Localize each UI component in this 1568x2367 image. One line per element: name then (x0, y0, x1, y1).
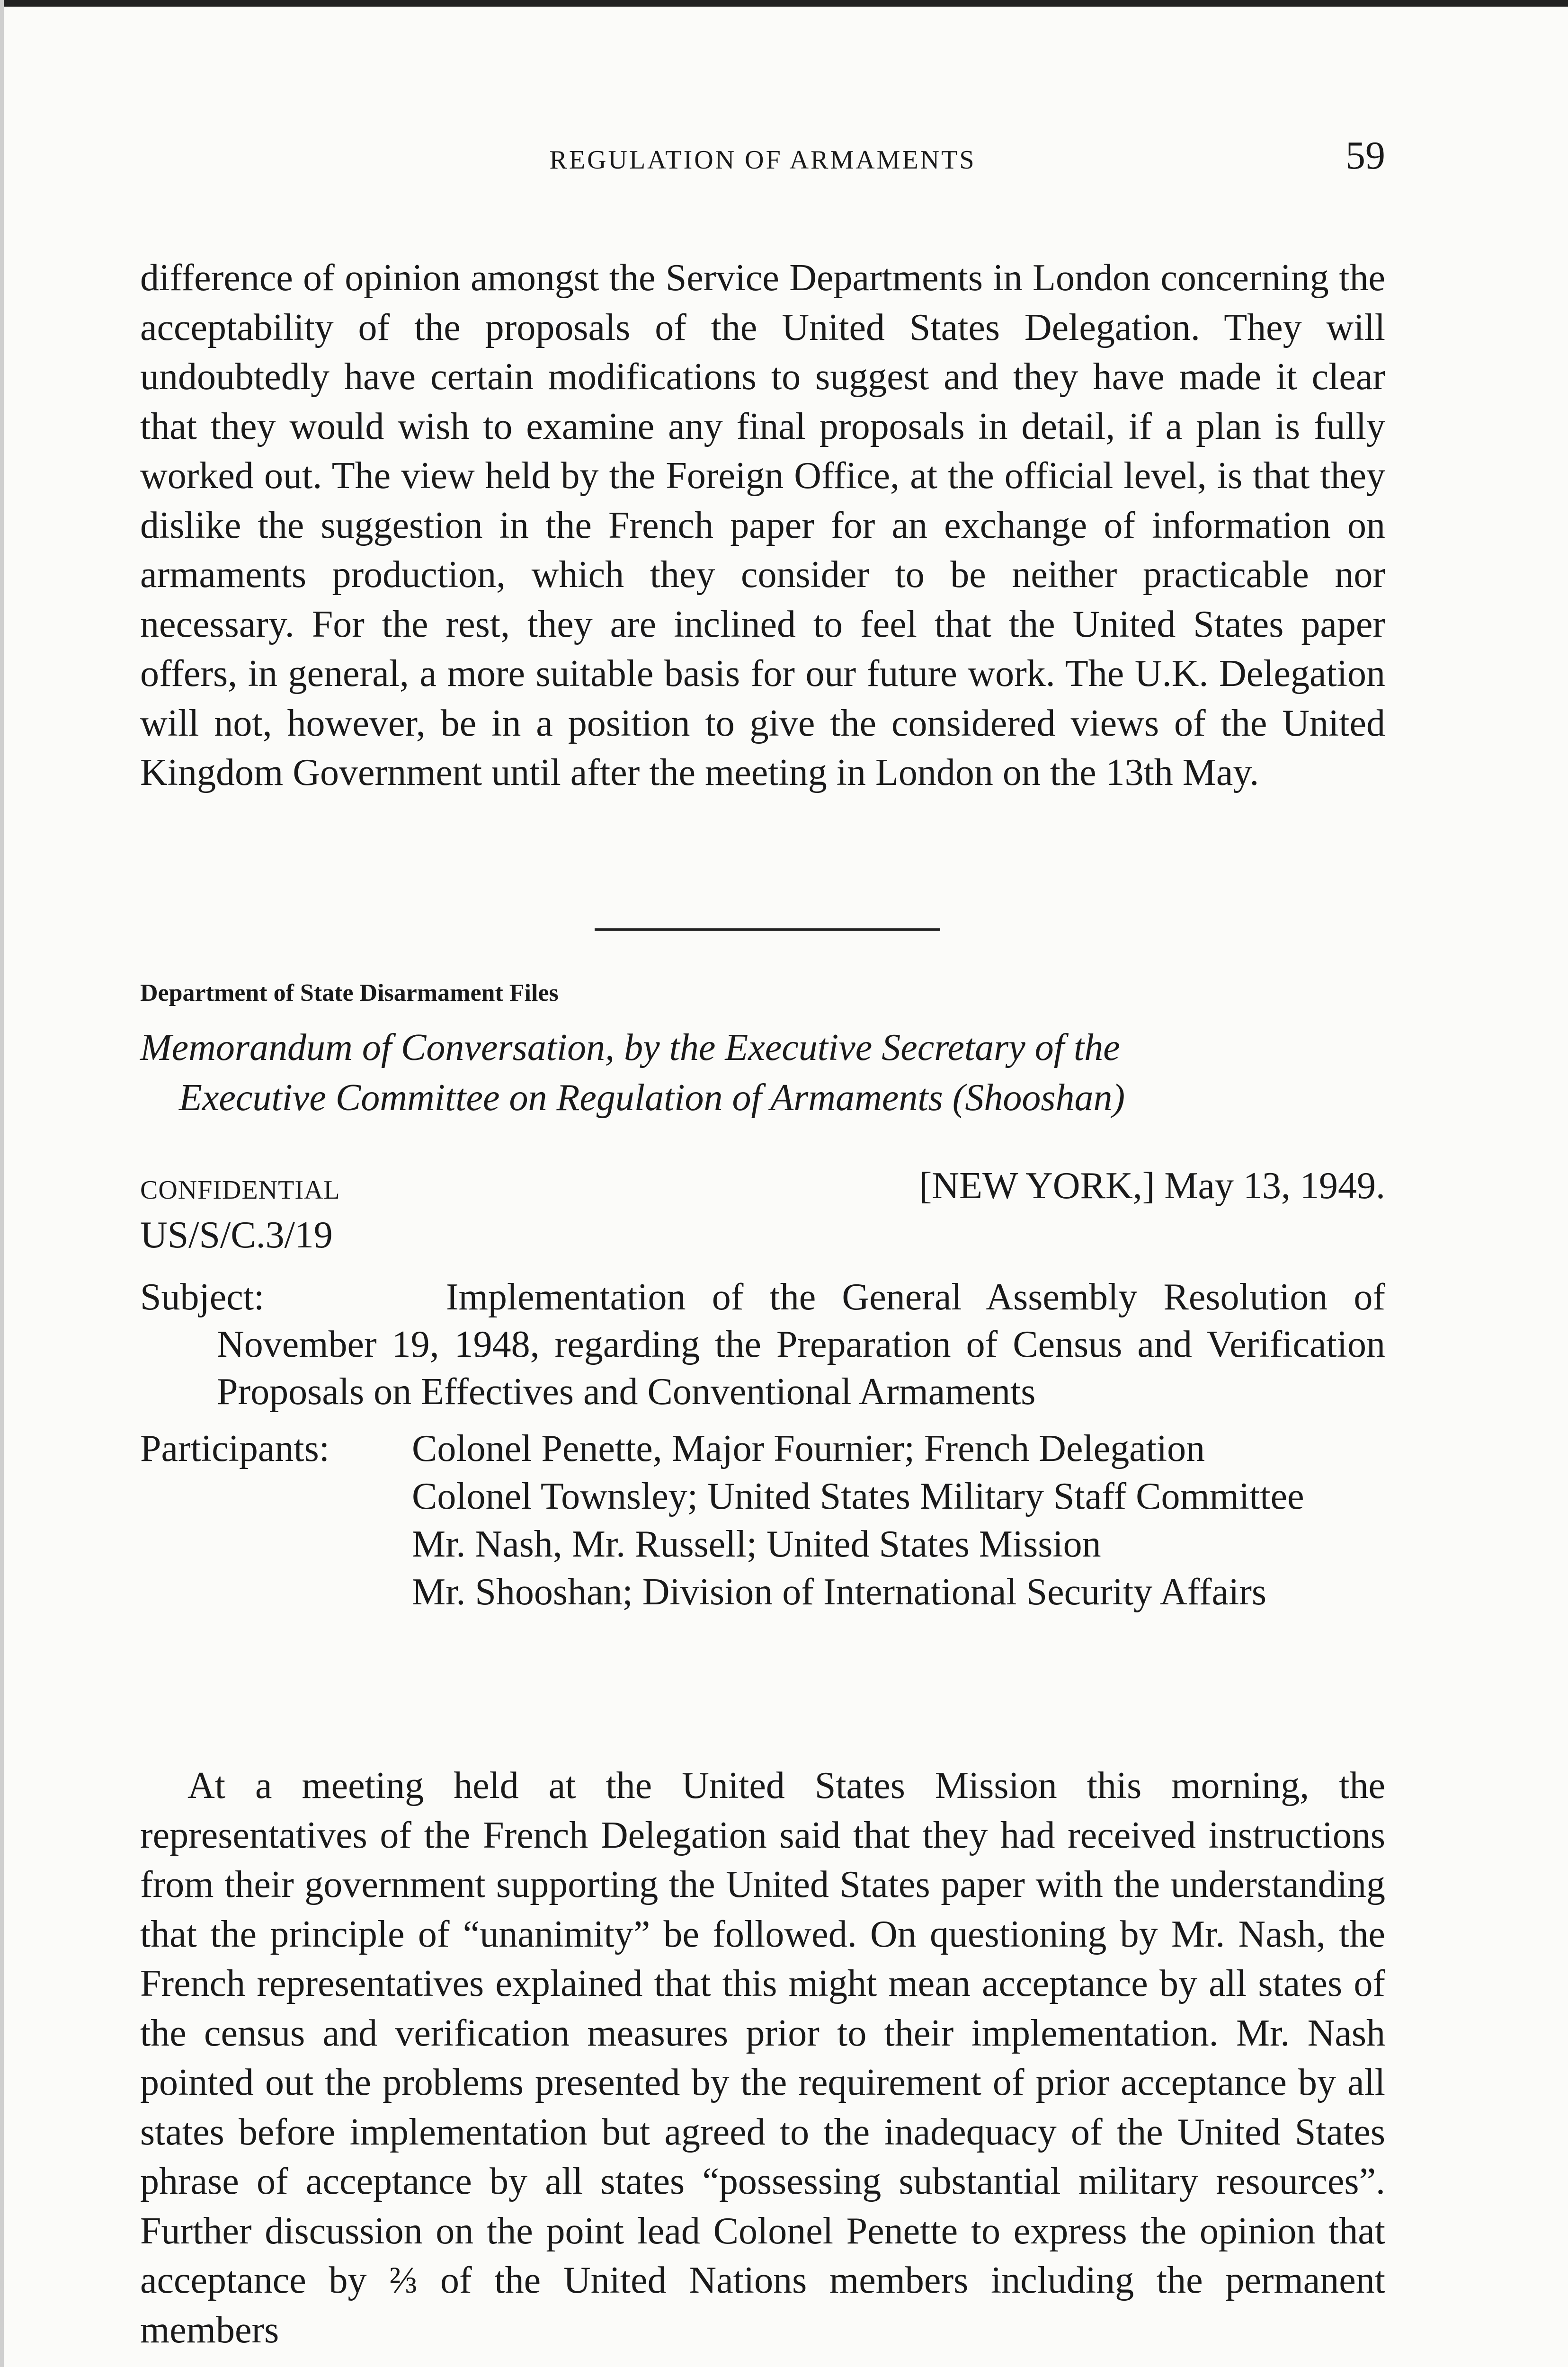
document-source: Department of State Disarmament Files (140, 979, 559, 1006)
memo-metadata (140, 1165, 1385, 1269)
classification-label: CONFIDENTIAL (140, 1175, 340, 1205)
subject-label: Subject: (140, 1276, 265, 1318)
participant-entry: Mr. Shooshan; Division of International Security Affairs (412, 1571, 1266, 1613)
scan-left-edge (0, 0, 4, 2367)
dateline: [NEW YORK,] May 13, 1949. (919, 1165, 1385, 1207)
participant-entry: Mr. Nash, Mr. Russell; United States Mission (412, 1523, 1101, 1565)
scan-top-edge (0, 0, 1568, 7)
participants-label: Participants: (140, 1428, 330, 1469)
participants-block (140, 1425, 1385, 1616)
subject-text: Implementation of the General Assembly Resolution of November 19, 1948, regarding the Preparation of Census and Verification Proposals on Effectives and Conventional Armaments (217, 1276, 1385, 1413)
continued-paragraph: difference of opinion amongst the Service Departments in London concerning the acceptability of the proposals of the United States Delegation. They will undoubtedly have certain modifications to suggest and they have made it clear that they would wish to examine any final proposals in detail, if a plan is fully worked out. The view held by the Foreign Office, at the official level, is that they dislike the suggestion in the French paper for an exchange of information on armaments production, which they consider to be neither practicable nor necessary. For the rest, they are inclined to feel that the United States paper offers, in general, a more suitable basis for our future work. The U.K. Delegation will not, however, be in a position to give the considered views of the United Kingdom Government until after the meeting in London on the 13th May. (140, 257, 1385, 793)
memo-title-line-1: Memorandum of Conversation, by the Executive Secretary of the (140, 1027, 1120, 1068)
participant-entry: Colonel Townsley; United States Military Staff Committee (412, 1476, 1304, 1517)
page-number: 59 (1345, 133, 1385, 178)
document-id: US/S/C.3/19 (140, 1214, 333, 1256)
running-title: REGULATION OF ARMAMENTS (549, 145, 976, 175)
subject-block (140, 1273, 1385, 1415)
body-paragraph: At a meeting held at the United States Mission this morning, the representatives of the French Delegation said that they had received instructions from their government supporting the United States paper with the understanding that the principle of “unanimity” be followed. On questioning by Mr. Nash, the French representatives explained that this might mean acceptance by all states of the census and verification measures prior to their implementation. Mr. Nash pointed out the problems presented by the requirement of prior acceptance by all states before implementation but agreed to the inadequacy of the United States phrase of acceptance by all states “possessing substantial military resources”. Further discussion on the point lead Colonel Penette to express the opinion that acceptance by ⅔ of the United Nations members including the permanent members (140, 1765, 1385, 2351)
memo-title (140, 1023, 1385, 1123)
section-divider (595, 928, 940, 931)
memo-title-line-2: Executive Committee on Regulation of Armaments (Shooshan) (179, 1077, 1125, 1119)
running-head (140, 133, 1385, 185)
participant-entry: Colonel Penette, Major Fournier; French Delegation (412, 1428, 1205, 1469)
